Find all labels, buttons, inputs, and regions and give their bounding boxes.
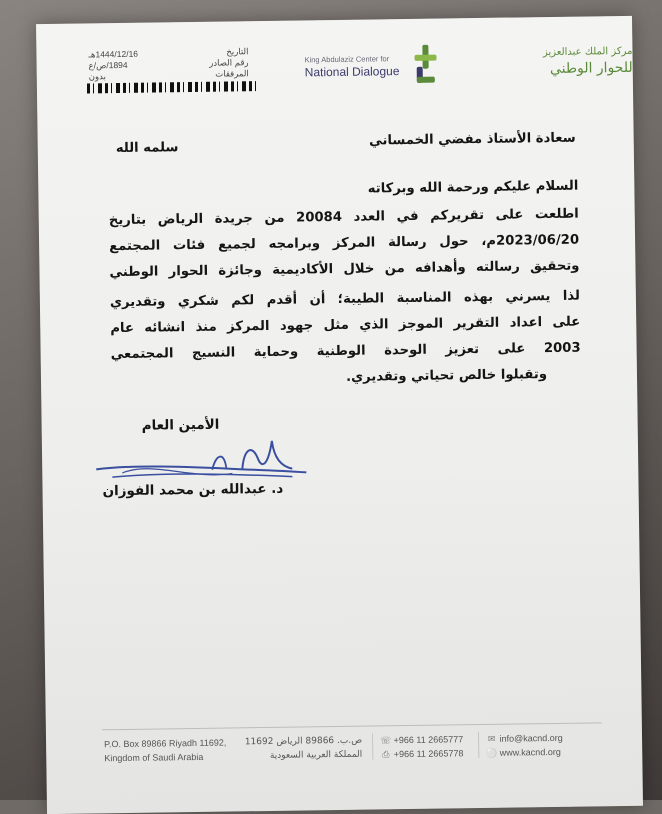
- footer-phone-text: +966 11 2665777: [393, 734, 464, 746]
- ref-number-label: رقم الصادر: [209, 58, 249, 69]
- paragraph2-line2: على اعداد التقرير الموجز الذي مثل جهود المركز منذ انشائه عام: [110, 314, 581, 337]
- logo-text-ar-line2: للحوار الوطني: [549, 59, 633, 77]
- footer-address-ar-1: ص.ب. 89866 الرياض 11692: [244, 735, 363, 748]
- footer-address-en-2: Kingdom of Saudi Arabia: [104, 751, 204, 764]
- logo-text-en-line2: National Dialogue: [304, 64, 400, 80]
- logo-mark-icon: [412, 45, 439, 85]
- fax-icon: ⎙: [382, 749, 390, 760]
- globe-icon: ⚪: [486, 747, 498, 758]
- ref-attachments-row: [89, 69, 249, 82]
- closing-greeting: سلمه الله: [115, 140, 179, 157]
- phone-icon: ☏: [379, 735, 392, 746]
- logo-text-en-line1: King Abdulaziz Center for: [304, 54, 390, 65]
- logo-text-ar-line1: مركز الملك عبدالعزيز: [542, 45, 633, 59]
- paragraph1-line1: اطلعت على تقريركم في العدد 20084 من جريدة الرياض بتاريخ: [108, 206, 579, 229]
- footer-separator: [372, 734, 373, 760]
- letter-page: [36, 16, 643, 814]
- footer-divider: [102, 722, 602, 730]
- footer-phone: [380, 734, 463, 746]
- footer-email-text[interactable]: info@kacnd.org: [499, 732, 563, 744]
- footer-address-ar-2: المملكة العربية السعودية: [269, 749, 363, 761]
- footer-fax-text: +966 11 2665778: [393, 748, 464, 760]
- barcode: [87, 81, 259, 93]
- footer-address-en-1: P.O. Box 89866 Riyadh 11692,: [104, 737, 227, 750]
- paragraph2-line4: وتقبلوا خالص تحياتي وتقديري.: [345, 367, 548, 385]
- footer-fax: [380, 748, 463, 760]
- ref-date-value: 1444/12/16هـ: [88, 48, 139, 60]
- signatory-title: الأمين العام: [141, 416, 220, 434]
- ref-date-label: التاريخ: [226, 47, 249, 58]
- paragraph1-line3: وتحقيق رسالته وأهدافه من خلال الأكاديمية وجائزة الحوار الوطني: [109, 258, 580, 281]
- ref-attachments-label: المرفقات: [215, 69, 249, 80]
- recipient-line: سعادة الأستاذ مفضي الخمساني: [369, 130, 576, 149]
- kacnd-logo: [304, 43, 633, 88]
- footer-separator: [478, 732, 479, 758]
- paragraph1-line2: 2023/06/20م، حول رسالة المركز وبرامجه لجميع فئات المجتمع: [109, 232, 580, 255]
- footer-email: [486, 733, 563, 745]
- footer-web: [486, 747, 561, 759]
- signatory-name: د. عبدالله بن محمد الفوزان: [102, 480, 284, 500]
- email-icon: ✉: [487, 733, 496, 744]
- ref-attachments-value: بدون: [88, 71, 107, 82]
- salutation: السلام عليكم ورحمة الله وبركاته: [367, 178, 579, 197]
- reference-block: [88, 47, 248, 82]
- paragraph2-line3: 2003 على تعزيز الوحدة الوطنية وحماية النسيج المجتمعي: [110, 340, 581, 363]
- ref-number-value: 1894/ص/ع: [88, 59, 128, 71]
- footer-web-text[interactable]: www.kacnd.org: [499, 746, 561, 758]
- paragraph2-line1: لذا يسرني بهذه المناسبة الطيبة؛ أن أقدم لكم شكري وتقديري: [109, 288, 580, 311]
